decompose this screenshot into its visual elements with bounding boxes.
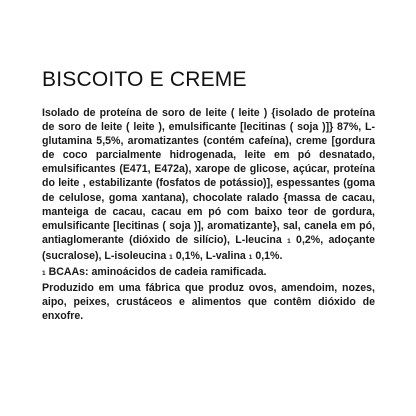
ingredients-text-1: Isolado de proteína de soro de leite ( leite ) {isolado de proteína de soro de leite ( leite ), emulsificante [lecitinas ( soja )]} 87%, L-glutamina 5,5%, aromatizantes (contém cafeína), creme [gordura de coco parcialmente hidrogenada, leite em pó desnatado, emulsificantes (E471, E472a), xarope de glicose, açúcar, proteína do leite , estabilizante (fosfatos de potássio)], espessantes (goma de celulose, goma xantana), chocolate ralado {massa de cacau, manteiga de cacau, cacau em pó com baixo teor de gordura, emulsificante [lecitinas ( soja )], aromatizante}, sal, canela em pó, antiaglomerante (dióxido de silício), L-leucina [42,107,375,246]
allergen-notice: Produzido em uma fábrica que produz ovos, amendoim, nozes, aipo, peixes, crustáceos e alimentos que contêm dióxido de enxofre. [42,282,375,323]
ingredients-text-3: 0,1%, L-valina [172,249,246,262]
footnote-marker: 1 [248,253,253,261]
footnote-marker: 1 [42,270,46,278]
footnote [42,265,375,281]
footnote-marker: 1 [169,253,173,261]
footnote-text: BCAAs: aminoácidos de cadeia ramificada. [45,266,267,279]
ingredients-list [42,106,375,265]
footnote-marker: 1 [287,237,291,245]
label-panel [42,68,375,323]
ingredients-text-2: 0,2%, adoçante (sucralose), L-isoleucina [42,233,375,262]
product-title: BISCOITO E CREME [42,68,247,91]
ingredients-text-4: 0,1%. [252,249,283,262]
